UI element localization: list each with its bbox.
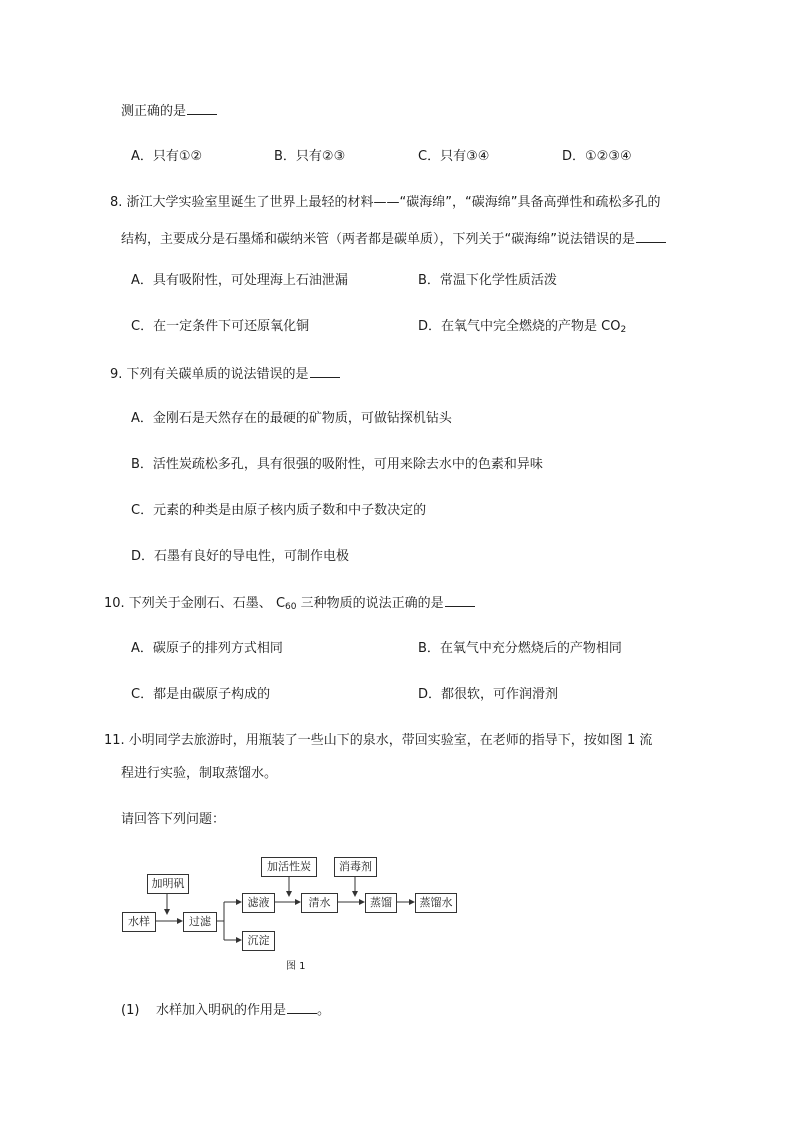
q11-stem-line2: 程进行实验，制取蒸馏水。 — [121, 766, 278, 781]
flow-diagram — [122, 852, 462, 977]
answer-blank — [287, 1000, 317, 1014]
clear-water-box: 清水 — [301, 893, 338, 913]
q7-option-d: D．①②③④ — [562, 149, 632, 164]
q7-option-b: B．只有②③ — [274, 149, 346, 164]
q10-option-c: C．都是由碳原子构成的 — [131, 687, 271, 702]
q9-stem: 9. 下列有关碳单质的说法错误的是 — [110, 364, 340, 385]
q11-sub1: (1) 水样加入明矾的作用是 。 — [121, 1000, 330, 1021]
figure-caption: 图 1 — [286, 961, 306, 972]
q8-stem-line2: 结构，主要成分是石墨烯和碳纳米管（两者都是碳单质），下列关于“碳海绵”说法错误的是 — [121, 229, 666, 250]
q9-option-d: D．石墨有良好的导电性，可制作电极 — [131, 549, 350, 564]
activated-carbon-box: 加活性炭 — [261, 857, 317, 877]
q10-option-a: A．碳原子的排列方式相同 — [131, 641, 283, 656]
disinfectant-box: 消毒剂 — [334, 857, 377, 877]
q11-stem-line1: 11. 小明同学去旅游时，用瓶装了一些山下的泉水，带回实验室，在老师的指导下，按如图 1 流 — [104, 733, 653, 748]
alum-box: 加明矾 — [147, 874, 189, 894]
distill-box: 蒸馏 — [365, 893, 397, 913]
answer-blank — [445, 593, 475, 607]
water-sample-box: 水样 — [122, 912, 156, 932]
q7-stem-tail: 测正确的是 — [121, 101, 217, 122]
q11-prompt: 请回答下列问题： — [121, 812, 226, 827]
answer-blank — [187, 101, 217, 115]
sub-question-number: (1) — [121, 1003, 140, 1018]
filtrate-box: 滤液 — [242, 893, 275, 913]
q8-option-c: C．在一定条件下可还原氧化铜 — [131, 319, 310, 334]
q10-option-d: D．都很软，可作润滑剂 — [418, 687, 559, 702]
q10-stem: 10. 下列关于金刚石、石墨、 $C_{60}$ 三种物质的说法正确的是 — [104, 593, 475, 617]
q10-option-b: B．在氧气中充分燃烧后的产物相同 — [418, 641, 622, 656]
q9-option-b: B．活性炭疏松多孔，具有很强的吸附性，可用来除去水中的色素和异味 — [131, 457, 543, 472]
distilled-water-box: 蒸馏水 — [415, 893, 457, 913]
answer-blank — [310, 364, 340, 378]
q9-option-c: C．元素的种类是由原子核内质子数和中子数决定的 — [131, 503, 427, 518]
q7-option-a: A．只有①② — [131, 149, 203, 164]
q8-option-d: D．在氧气中完全燃烧的产物是 $CO_2$ — [418, 319, 627, 335]
q7-option-c: C．只有③④ — [418, 149, 490, 164]
q8-stem-line1: 8. 浙江大学实验室里诞生了世界上最轻的材料——“碳海绵”，“碳海绵”具备高弹性和疏松多孔的 — [110, 195, 661, 210]
precipitate-box: 沉淀 — [242, 931, 275, 951]
q8-option-a: A．具有吸附性，可处理海上石油泄漏 — [131, 273, 348, 288]
answer-blank — [636, 229, 666, 243]
filter-box: 过滤 — [183, 912, 217, 932]
q8-option-b: B．常温下化学性质活泼 — [418, 273, 557, 288]
q9-option-a: A．金刚石是天然存在的最硬的矿物质，可做钻探机钻头 — [131, 411, 452, 426]
